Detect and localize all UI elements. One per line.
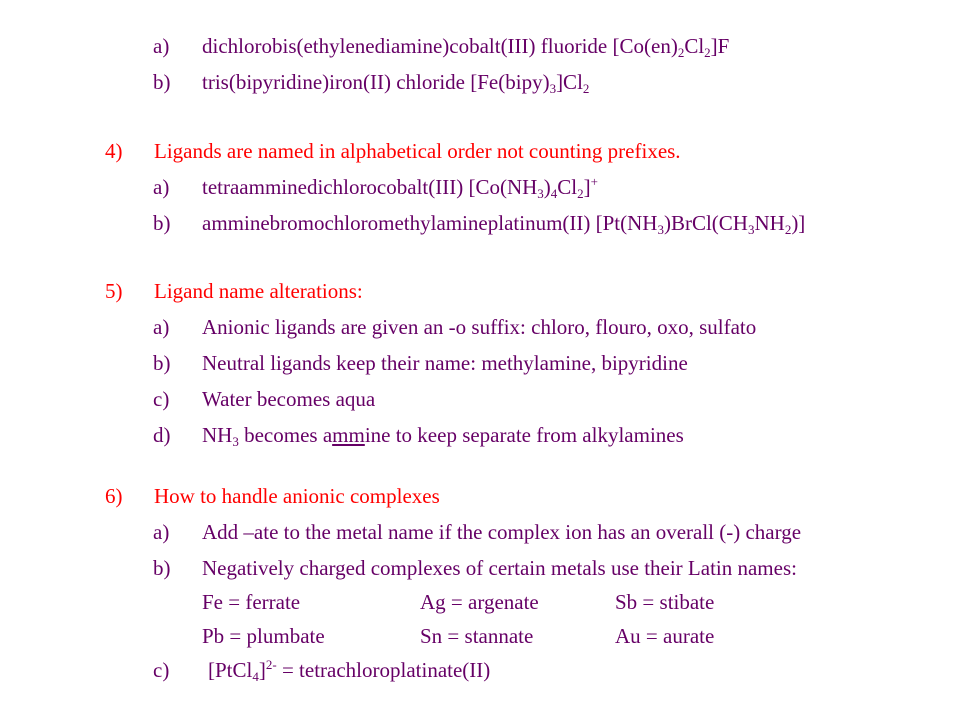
rule-number: 5): [105, 279, 123, 303]
item-label: b): [153, 70, 171, 94]
item-label: b): [153, 211, 171, 235]
rule-text: How to handle anionic complexes: [154, 484, 440, 508]
item-text: amminebromochloromethylamineplatinum(II) $[Pt(NH_3)BrCl(CH_3NH_2)]$: [202, 211, 806, 237]
latin-name-cell: Sb = stibate: [615, 590, 715, 614]
item-text: Add –ate to the metal name if the complex ion has an overall (-) charge: [202, 520, 802, 544]
item-text: Neutral ligands keep their name: methylamine, bipyridine: [202, 351, 688, 375]
item-text: tetraamminedichlorocobalt(III) $[Co(NH_3)_4Cl_2]^+$: [202, 174, 598, 201]
underlined-text: mm: [332, 423, 365, 447]
item-text: $NH_3$ becomes ammine to keep separate from alkylamines: [202, 423, 684, 449]
item-text: [PtCl$_4$]$^{2-}$ = tetrachloroplatinate(II): [208, 657, 491, 684]
rule-text: Ligand name alterations:: [154, 279, 363, 303]
latin-name-cell: Sn = stannate: [420, 624, 534, 648]
item-label: a): [153, 520, 170, 544]
latin-name-cell: Fe = ferrate: [202, 590, 301, 614]
rule-number: 6): [105, 484, 123, 508]
item-label: b): [153, 556, 171, 580]
latin-name-cell: Ag = argenate: [420, 590, 539, 614]
item-text: Water becomes aqua: [202, 387, 376, 411]
latin-name-cell: Pb = plumbate: [202, 624, 325, 648]
item-label: a): [153, 175, 170, 199]
rule-text: Ligands are named in alphabetical order not counting prefixes.: [154, 139, 681, 163]
item-text: Negatively charged complexes of certain metals use their Latin names:: [202, 556, 797, 580]
item-label: b): [153, 351, 171, 375]
item-text: tris(bipyridine)iron(II) chloride $[Fe(bipy)_3]Cl_2$: [202, 70, 590, 96]
item-label: c): [153, 658, 170, 682]
rule-number: 4): [105, 139, 123, 163]
item-label: d): [153, 423, 171, 447]
item-label: a): [153, 315, 170, 339]
item-label: a): [153, 34, 170, 58]
latin-name-cell: Au = aurate: [615, 624, 715, 648]
item-label: c): [153, 387, 170, 411]
item-text: Anionic ligands are given an -o suffix: chloro, flouro, oxo, sulfato: [202, 315, 757, 339]
item-text: dichlorobis(ethylenediamine)cobalt(III) fluoride $[Co(en)_2Cl_2]F$: [202, 34, 730, 60]
